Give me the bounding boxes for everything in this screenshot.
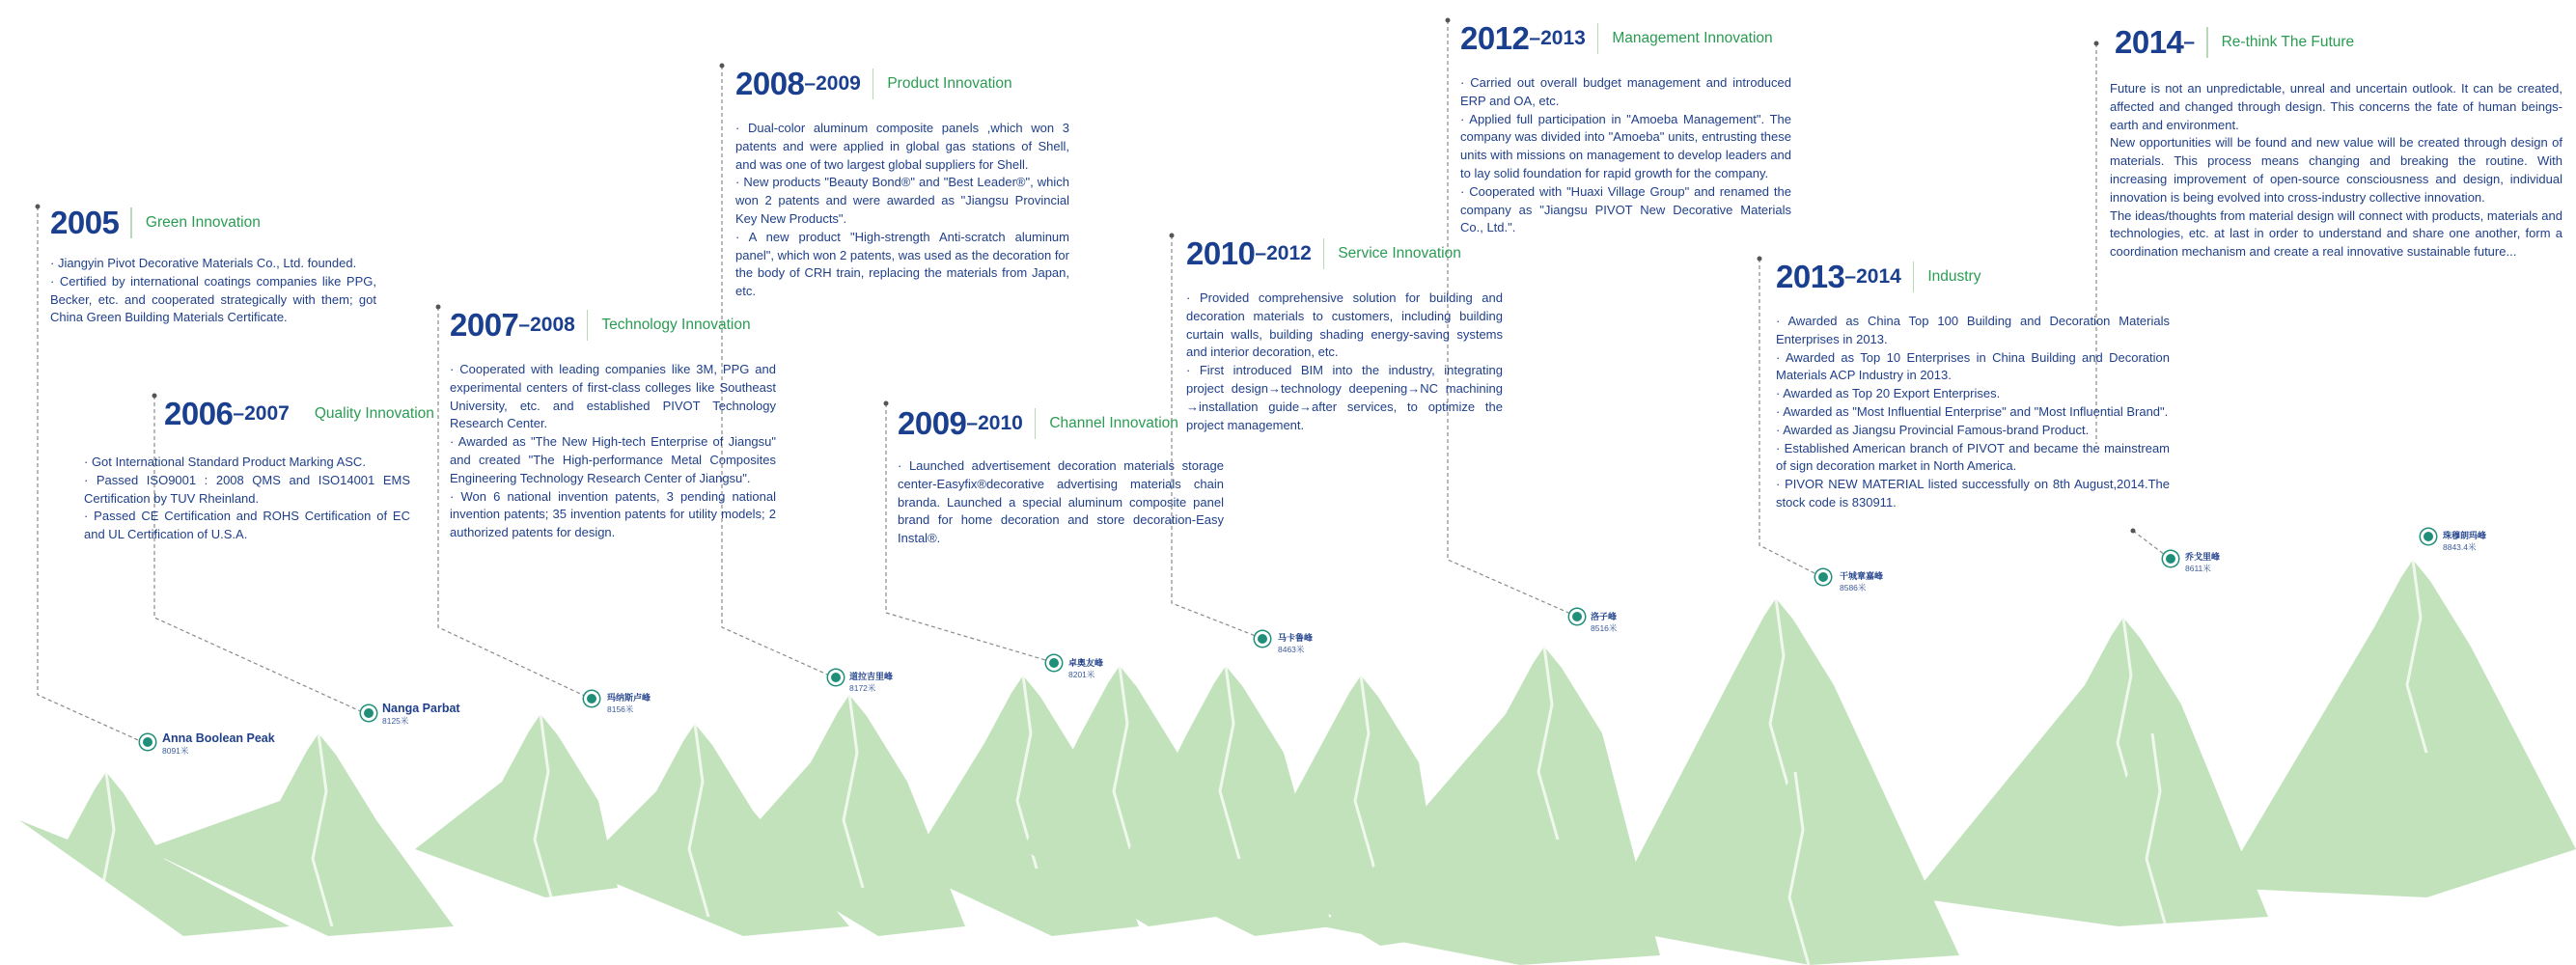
milestone-2012-2013 (1460, 20, 1791, 237)
header-divider (130, 207, 132, 238)
milestone-year: 2010 (1186, 235, 1256, 271)
connector-start-dot (2131, 529, 2136, 534)
peak-height: 8611米 (2185, 564, 2211, 573)
peak-label (1591, 610, 1617, 634)
milestone-item: New opportunities will be found and new value will be created through design of materials. This process means changing and breaking the routine. With increasing improvement of open-source consciousness and design, individual innovation is being evolved into cross-industry collective innovation. (2110, 135, 2562, 205)
milestone-item: · A new product "High-strength Anti-scratch aluminum panel", which won 2 patents, was used as the decoration for the body of CRH train, replacing the materials from Japan, etc. (735, 229, 1069, 299)
connector-start-dot (720, 64, 725, 69)
milestone-2007-2008 (450, 307, 776, 542)
connector-line (2133, 531, 2169, 558)
header-divider (1913, 262, 1915, 292)
connector-start-dot (884, 401, 889, 406)
milestone-category: Re-think The Future (2221, 34, 2355, 50)
milestone-item: · Won 6 national invention patents, 3 pending national invention patents; 35 invention patents for utility models; 2 authorized patents for design. (450, 488, 776, 540)
peak-name: Nanga Parbat (382, 702, 460, 715)
milestone-item: · Dual-color aluminum composite panels ,which won 3 patents and were applied in global gas stations of Shell, and was one of two largest global suppliers for Shell. (735, 121, 1069, 172)
milestone-item: · Passed ISO9001 : 2008 QMS and ISO14001 EMS Certification by TUV Rheinland. (84, 472, 410, 506)
peak-height: 8172米 (849, 683, 876, 693)
milestone-year-suffix: –2009 (804, 72, 861, 95)
milestone-item: · Awarded as "The New High-tech Enterprise of Jiangsu" and created "The High-performance Metal Composites Engineering Technology Research Center of Jiangsu". (450, 434, 776, 485)
milestone-year-suffix: –2007 (233, 402, 290, 425)
milestone-item: · First introduced BIM into the industry, integrating project design→technology deepening→NC machining →installation guide→after services, to optimize the project management. (1186, 363, 1503, 432)
milestone-items (1186, 290, 1503, 434)
peak-marker-icon (364, 708, 374, 718)
connector-start-dot (2094, 41, 2099, 46)
milestone-category: Technology Innovation (601, 317, 751, 333)
milestone-category: Green Innovation (145, 214, 261, 231)
milestone-items (84, 454, 410, 544)
milestone-item: · Awarded as Jiangsu Provincial Famous-brand Product. (1776, 422, 2090, 437)
milestone-category: Service Innovation (1338, 245, 1461, 262)
connector-start-dot (436, 305, 441, 310)
peak-marker-icon (1258, 634, 1267, 644)
milestone-category: Quality Innovation (314, 405, 434, 422)
milestone-items (1776, 313, 2170, 512)
milestone-year: 2012 (1460, 20, 1530, 56)
peak-label (849, 670, 893, 694)
milestone-year-suffix: –2008 (518, 314, 575, 336)
connector-start-dot (36, 205, 41, 209)
milestone-item: · PIVOR NEW MATERIAL listed successfully on 8th August,2014.The stock code is 830911. (1776, 477, 2170, 510)
peak-label (2185, 550, 2220, 574)
peak-name: 马卡鲁峰 (1278, 633, 1314, 643)
peak-name: 洛子峰 (1591, 612, 1618, 621)
milestone-item: · Carried out overall budget management and introduced ERP and OA, etc. (1460, 75, 1791, 108)
header-divider (1597, 23, 1599, 54)
milestone-item: · Established American branch of PIVOT and became the mainstream of sign decoration market in North America. (1776, 440, 2170, 474)
peak-marker-icon (831, 673, 841, 682)
peak-label (382, 702, 460, 727)
peak-height: 8463米 (1278, 645, 1305, 654)
milestone-item: · Passed CE Certification and ROHS Certification of EC and UL Certification of U.S.A. (84, 509, 410, 542)
milestone-2008-2009 (735, 66, 1069, 301)
peak-name: 珠穆朗玛峰 (2443, 531, 2487, 540)
milestone-item: · Applied full participation in "Amoeba Management". The company was divided into "Amoeba" units, entrusting these units with missions on management to develop leaders and to lay solid foundation for rapid growth for the company. (1460, 111, 1791, 180)
milestone-items (450, 361, 776, 542)
header-divider (587, 310, 589, 341)
peak-marker-icon (2424, 532, 2433, 541)
header-divider (873, 69, 874, 99)
connector-start-dot (1170, 234, 1175, 238)
milestone-item: · Certified by international coatings companies like PPG, Becker, etc. and cooperated strategically with them; got China Green Building Materials Certificate. (50, 273, 376, 325)
peak-name: 卓奥友峰 (1068, 658, 1104, 668)
milestone-category: Channel Innovation (1049, 415, 1178, 431)
milestone-year: 2006 (164, 396, 234, 431)
peak-height: 8091米 (162, 746, 189, 756)
milestone-2014 (2110, 24, 2562, 262)
milestone-item: Future is not an unpredictable, unreal and uncertain outlook. It can be created, affected and changed through design. This concerns the fate of human beings-earth and environment. (2110, 81, 2562, 132)
peak-name: 干城章嘉峰 (1840, 571, 1884, 581)
milestone-item: · Cooperated with "Huaxi Village Group" and renamed the company as "Jiangsu PIVOT New Decorative Materials Co., Ltd.". (1460, 183, 1791, 235)
milestone-item: The ideas/thoughts from material design will connect with products, materials and technologies, etc. at last in order to understand and share one another, form a coordination mechanism and create a real innovative sustainable future... (2110, 207, 2562, 260)
milestone-2006-2007 (84, 396, 434, 544)
peak-marker-icon (1572, 612, 1582, 621)
milestone-year-suffix: – (2183, 31, 2196, 53)
milestone-year: 2009 (898, 405, 967, 441)
milestone-year-suffix: –2014 (1844, 265, 1901, 288)
milestone-items (735, 120, 1069, 301)
milestone-year-suffix: –2010 (966, 412, 1023, 434)
milestone-item: · Jiangyin Pivot Decorative Materials Co., Ltd. founded. (50, 256, 357, 270)
peak-height: 8516米 (1591, 623, 1618, 633)
peak-marker-icon (1818, 572, 1828, 582)
milestone-item: · Awarded as China Top 100 Building and Decoration Materials Enterprises in 2013. (1776, 314, 2170, 346)
peak-marker-icon (587, 694, 596, 703)
header-divider (2206, 27, 2208, 58)
peak-height: 8201米 (1068, 670, 1095, 679)
peak-label (2443, 529, 2486, 553)
connector-start-dot (1758, 257, 1762, 262)
milestone-year-suffix: –2013 (1529, 27, 1586, 49)
milestone-item: · Launched advertisement decoration materials storage center-Easyfix®decorative advertising materials chain branda. Launched a special aluminum composite panel brand for home decoration and store decoration-Easy Instal®. (898, 458, 1224, 546)
peak-height: 8586米 (1840, 583, 1867, 593)
milestone-items (2110, 80, 2562, 262)
milestone-item: · Provided comprehensive solution for building and decoration materials to customers, including building curtain walls, building shading energy-saving systems and interior decoration, etc. (1186, 290, 1503, 360)
milestone-year: 2014 (2115, 24, 2184, 60)
header-divider (1035, 408, 1037, 439)
milestone-year: 2005 (50, 205, 120, 240)
milestone-item: · Awarded as Top 10 Enterprises in China Building and Decoration Materials ACP Industry in 2013. (1776, 349, 2170, 383)
peak-height: 8125米 (382, 716, 409, 726)
connector-start-dot (1446, 18, 1451, 23)
milestone-category: Industry (1927, 268, 1981, 285)
peak-name: 乔戈里峰 (2185, 552, 2221, 562)
peak-label (607, 691, 651, 715)
milestone-2010-2012 (1186, 235, 1503, 434)
milestone-year: 2013 (1776, 259, 1845, 294)
milestone-item: · New products "Beauty Bond®" and "Best Leader®", which won 2 patents and were awarded as "Jiangsu Provincial Key New Products". (735, 175, 1069, 226)
milestone-2009-2010 (898, 405, 1224, 548)
peak-label (162, 731, 275, 757)
peak-label (1278, 631, 1313, 655)
milestone-item: · Cooperated with leading companies like 3M, PPG and experimental centers of first-class colleges like Southeast University, etc. and established PIVOT Technology Research Center. (450, 362, 776, 431)
peak-marker-icon (1049, 658, 1059, 668)
milestone-year-suffix: –2012 (1255, 242, 1312, 264)
milestone-item: · Got International Standard Product Marking ASC. (84, 455, 366, 469)
peak-height: 8843.4米 (2443, 542, 2477, 552)
milestone-items (1460, 74, 1791, 237)
milestone-2005 (50, 205, 376, 327)
milestone-items (898, 457, 1224, 548)
milestone-year: 2007 (450, 307, 519, 343)
peak-name: Anna Boolean Peak (162, 731, 275, 745)
peak-name: 道拉吉里峰 (849, 672, 894, 681)
milestone-year: 2008 (735, 66, 805, 101)
milestone-category: Management Innovation (1612, 30, 1773, 46)
peak-label (1068, 656, 1103, 680)
peak-height: 8156米 (607, 704, 634, 714)
milestone-item: · Awarded as "Most Influential Enterprise" and "Most Influential Brand". (1776, 403, 2169, 419)
header-divider (1323, 238, 1325, 269)
peak-marker-icon (143, 737, 152, 747)
peak-name: 玛纳斯卢峰 (607, 693, 651, 703)
milestone-category: Product Innovation (887, 75, 1012, 92)
milestone-items (50, 255, 376, 327)
peak-label (1840, 569, 1883, 593)
peak-marker-icon (2166, 554, 2175, 564)
milestone-item: · Awarded as Top 20 Export Enterprises. (1776, 386, 2001, 401)
milestone-2013-2014 (1776, 259, 2170, 512)
